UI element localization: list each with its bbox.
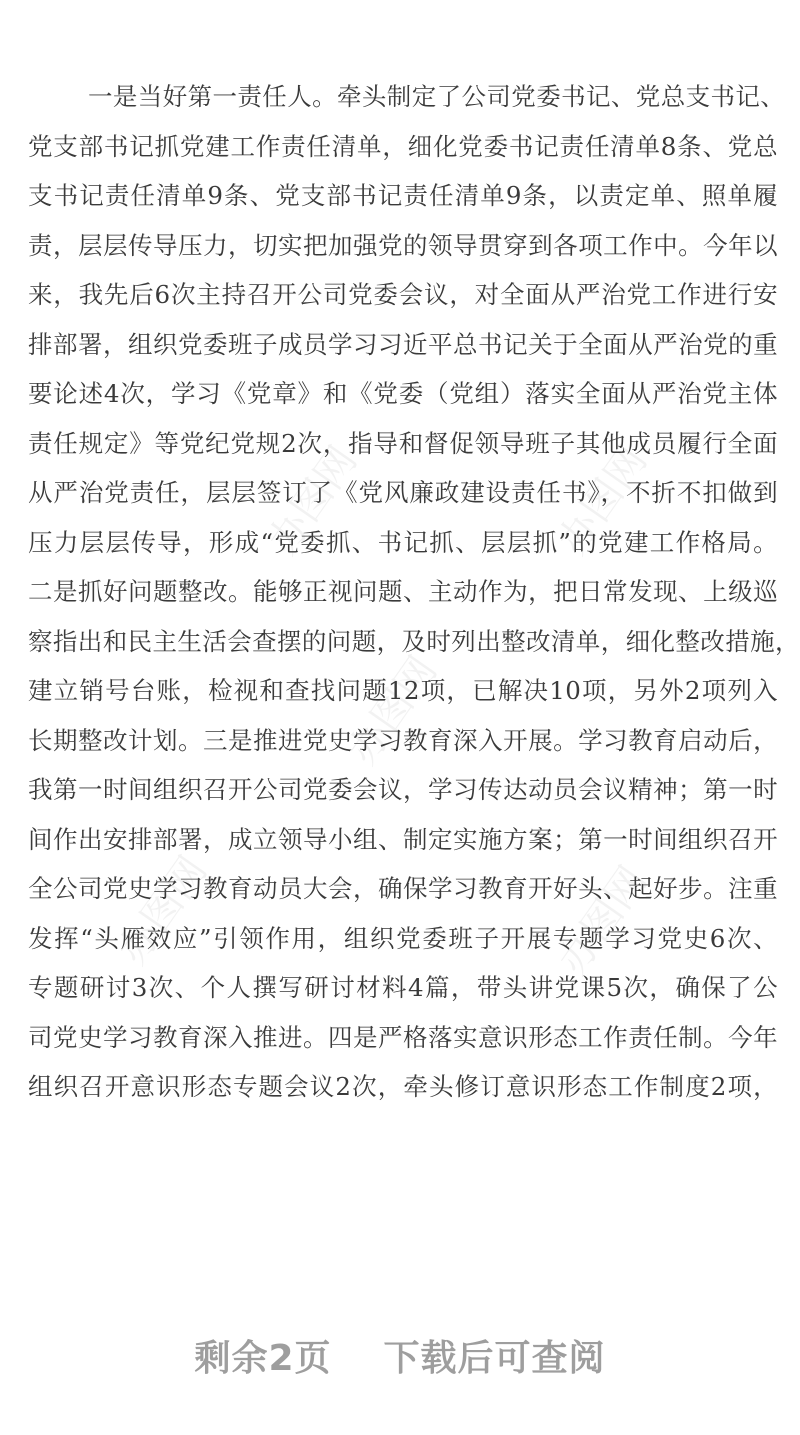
text-line: 压力层层传导，形成“党委抓、书记抓、层层抓”的党建工作格局。 bbox=[28, 527, 778, 557]
text-line: 责任规定》等党纪党规2次，指导和督促领导班子其他成员履行全面 bbox=[28, 428, 778, 458]
watermark: 办图网 bbox=[259, 438, 367, 563]
text-line: 一是当好第一责任人。牵头制定了公司党委书记、党总支书记、 bbox=[88, 82, 786, 111]
watermark: 办图网 bbox=[549, 438, 657, 563]
text-line: 长期整改计划。三是推进党史学习教育深入开展。学习教育启动后， bbox=[28, 725, 778, 755]
watermark: 办图网 bbox=[109, 848, 217, 973]
remaining-pages-label: 剩余2页 bbox=[194, 1338, 332, 1379]
text-line: 建立销号台账，检视和查找问题12项，已解决10项，另外2项列入 bbox=[28, 676, 778, 705]
text-line: 司党史学习教育深入推进。四是严格落实意识形态工作责任制。今年 bbox=[28, 1022, 778, 1052]
text-line: 发挥“头雁效应”引领作用，组织党委班子开展专题学习党史6次、 bbox=[28, 923, 778, 953]
text-line: 专题研讨3次、个人撰写研讨材料4篇，带头讲党课5次，确保了公 bbox=[28, 973, 778, 1002]
document-body bbox=[28, 72, 800, 1112]
text-line: 来，我先后6次主持召开公司党委会议，对全面从严治党工作进行安 bbox=[28, 280, 778, 309]
text-line: 从严治党责任，层层签订了《党风廉政建设责任书》，不折不扣做到 bbox=[28, 478, 778, 507]
text-line: 党支部书记抓党建工作责任清单，细化党委书记责任清单8条、党总 bbox=[28, 131, 778, 161]
download-hint-label: 下载后可查阅 bbox=[383, 1338, 606, 1379]
text-line: 全公司党史学习教育动员大会，确保学习教育开好头、起好步。注重 bbox=[28, 874, 778, 903]
text-line: 支书记责任清单9条、党支部书记责任清单9条，以责定单、照单履 bbox=[28, 181, 778, 210]
text-line: 察指出和民主生活会查摆的问题，及时列出整改清单，细化整改措施， bbox=[28, 626, 800, 656]
download-prompt[interactable] bbox=[0, 1330, 800, 1381]
text-line: 我第一时间组织召开公司党委会议，学习传达动员会议精神；第一时 bbox=[28, 775, 778, 804]
text-line: 二是抓好问题整改。能够正视问题、主动作为，把日常发现、上级巡 bbox=[28, 577, 778, 606]
text-line: 组织召开意识形态专题会议2次，牵头修订意识形态工作制度2项， bbox=[28, 1072, 778, 1101]
watermark: 办图网 bbox=[339, 648, 447, 773]
text-line: 责，层层传导压力，切实把加强党的领导贯穿到各项工作中。今年以 bbox=[28, 230, 778, 260]
text-line: 要论述4次，学习《党章》和《党委（党组）落实全面从严治党主体 bbox=[28, 379, 778, 408]
watermark: 办图网 bbox=[549, 858, 657, 983]
text-line: 排部署，组织党委班子成员学习习近平总书记关于全面从严治党的重 bbox=[28, 329, 778, 359]
text-line: 间作出安排部署，成立领导小组、制定实施方案；第一时间组织召开 bbox=[28, 824, 778, 854]
